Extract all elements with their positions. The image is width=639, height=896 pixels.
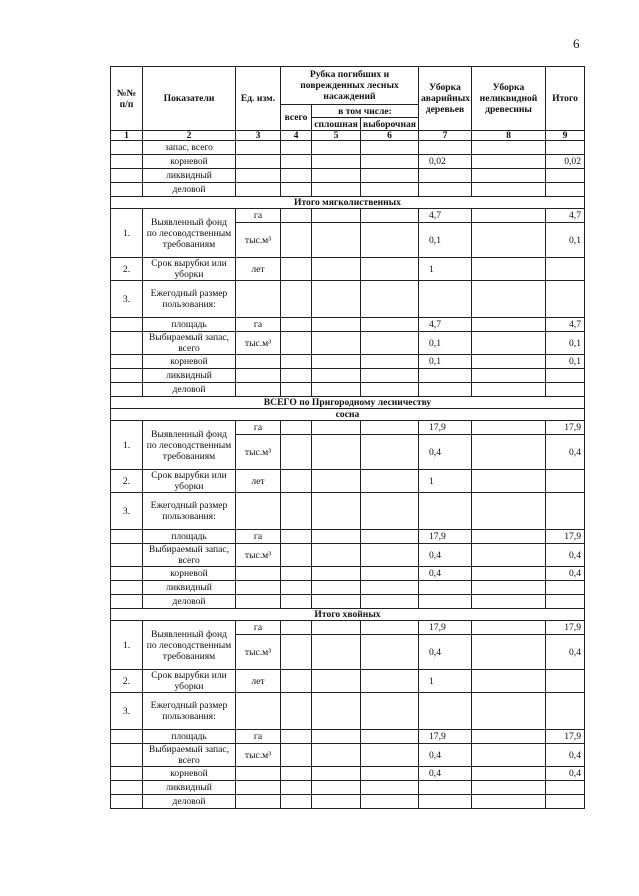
row-number: 1. bbox=[111, 621, 143, 670]
row-number: 1. bbox=[111, 421, 143, 470]
row-number: 3. bbox=[111, 693, 143, 730]
colnum: 3 bbox=[236, 131, 281, 141]
colnum: 8 bbox=[472, 131, 546, 141]
colnum: 7 bbox=[419, 131, 472, 141]
header-indicators: Показатели bbox=[143, 67, 236, 131]
section-title: Итого мягколиственных bbox=[111, 197, 585, 209]
header-num: №№ п/п bbox=[111, 67, 143, 131]
cell-value: 17,9 bbox=[546, 530, 585, 544]
colnum: 9 bbox=[546, 131, 585, 141]
row-label: деловой bbox=[143, 383, 236, 397]
cell-value: 0,4 bbox=[546, 767, 585, 781]
section-subtitle: сосна bbox=[111, 409, 585, 421]
cell-value: 1 bbox=[419, 258, 472, 281]
row-label: Выявленный фонд по лесоводственным требованиям bbox=[143, 621, 236, 670]
unit: тыс.м³ bbox=[236, 223, 281, 258]
cell-value: 0,4 bbox=[546, 635, 585, 670]
cell-value: 0,1 bbox=[419, 332, 472, 355]
cell-value: 17,9 bbox=[419, 621, 472, 635]
unit: тыс.м³ bbox=[236, 435, 281, 470]
row-label: деловой bbox=[143, 183, 236, 197]
header-total-sub: всего bbox=[281, 105, 312, 131]
cell-value: 4,7 bbox=[546, 209, 585, 223]
cell-value: 0,1 bbox=[546, 332, 585, 355]
forest-felling-table bbox=[110, 66, 585, 809]
cell-value: 0,4 bbox=[419, 635, 472, 670]
cell-value: 17,9 bbox=[419, 730, 472, 744]
cell-value: 0,4 bbox=[546, 544, 585, 567]
cell-value: 0,1 bbox=[419, 355, 472, 369]
unit: тыс.м³ bbox=[236, 332, 281, 355]
cell-value: 0,1 bbox=[546, 355, 585, 369]
header-illiquid: Уборка неликвидной древесины bbox=[472, 67, 546, 131]
cell-value: 17,9 bbox=[419, 530, 472, 544]
cell-value: 0,1 bbox=[419, 223, 472, 258]
page-number: 6 bbox=[573, 36, 580, 51]
section-title: ВСЕГО по Пригородному лесничеству bbox=[111, 397, 585, 409]
colnum: 6 bbox=[361, 131, 419, 141]
colnum: 2 bbox=[143, 131, 236, 141]
cell-value: 1 bbox=[419, 670, 472, 693]
row-label: площадь bbox=[143, 530, 236, 544]
header-felling: Рубка погибших и поврежденных лесных насаждений bbox=[281, 67, 419, 105]
row-label: Срок вырубки или уборки bbox=[143, 670, 236, 693]
cell-value: 17,9 bbox=[546, 730, 585, 744]
header-emergency: Уборка аварийных деревьев bbox=[419, 67, 472, 131]
unit: лет bbox=[236, 470, 281, 493]
cell-value: 0,4 bbox=[419, 544, 472, 567]
row-number: 3. bbox=[111, 281, 143, 318]
cell-value: 0,4 bbox=[546, 435, 585, 470]
header-unit: Ед. изм. bbox=[236, 67, 281, 131]
unit: тыс.м³ bbox=[236, 635, 281, 670]
cell-value: 4,7 bbox=[546, 318, 585, 332]
row-label: Ежегодный размер пользования: bbox=[143, 281, 236, 318]
row-label: деловой bbox=[143, 795, 236, 809]
cell-value: 0,02 bbox=[419, 155, 472, 169]
unit: тыс.м³ bbox=[236, 744, 281, 767]
row-label: корневой bbox=[143, 155, 236, 169]
cell-value: 4,7 bbox=[419, 318, 472, 332]
cell-value: 0,4 bbox=[419, 744, 472, 767]
row-label: Выявленный фонд по лесоводственным требованиям bbox=[143, 209, 236, 258]
colnum: 1 bbox=[111, 131, 143, 141]
colnum: 5 bbox=[312, 131, 361, 141]
unit: га bbox=[236, 621, 281, 635]
row-number: 2. bbox=[111, 258, 143, 281]
row-label: Выявленный фонд по лесоводственным требованиям bbox=[143, 421, 236, 470]
row-label: площадь bbox=[143, 730, 236, 744]
row-label: запас, всего bbox=[143, 141, 236, 155]
cell-value: 0,1 bbox=[546, 223, 585, 258]
row-label: корневой bbox=[143, 767, 236, 781]
unit: га bbox=[236, 530, 281, 544]
section-title: Итого хвойных bbox=[111, 609, 585, 621]
unit: тыс.м³ bbox=[236, 544, 281, 567]
cell-value: 0,4 bbox=[419, 767, 472, 781]
row-number: 2. bbox=[111, 670, 143, 693]
unit: га bbox=[236, 730, 281, 744]
cell-value: 0,4 bbox=[546, 567, 585, 581]
cell-value: 17,9 bbox=[419, 421, 472, 435]
colnum: 4 bbox=[281, 131, 312, 141]
cell-value: 0,4 bbox=[419, 435, 472, 470]
cell-value: 0,4 bbox=[419, 567, 472, 581]
row-label: Выбираемый запас, всего bbox=[143, 332, 236, 355]
unit: лет bbox=[236, 670, 281, 693]
cell-value: 1 bbox=[419, 470, 472, 493]
row-number: 3. bbox=[111, 493, 143, 530]
header-total: Итого bbox=[546, 67, 585, 131]
row-label: Ежегодный размер пользования: bbox=[143, 693, 236, 730]
row-label: деловой bbox=[143, 595, 236, 609]
row-label: площадь bbox=[143, 318, 236, 332]
cell-value: 0,4 bbox=[546, 744, 585, 767]
unit: га bbox=[236, 421, 281, 435]
row-label: Выбираемый запас, всего bbox=[143, 744, 236, 767]
row-label: ликвидный bbox=[143, 369, 236, 383]
cell-value: 4,7 bbox=[419, 209, 472, 223]
row-label: ликвидный bbox=[143, 781, 236, 795]
row-label: корневой bbox=[143, 355, 236, 369]
row-number: 1. bbox=[111, 209, 143, 258]
header-including: в том числе: bbox=[312, 105, 419, 118]
header-clear: сплошная bbox=[312, 118, 361, 131]
row-label: Ежегодный размер пользования: bbox=[143, 493, 236, 530]
row-label: корневой bbox=[143, 567, 236, 581]
row-label: Выбираемый запас, всего bbox=[143, 544, 236, 567]
cell-value: 0,02 bbox=[546, 155, 585, 169]
unit: га bbox=[236, 209, 281, 223]
header-selective: выборочная bbox=[361, 118, 419, 131]
cell-value: 17,9 bbox=[546, 421, 585, 435]
cell-value: 17,9 bbox=[546, 621, 585, 635]
unit: га bbox=[236, 318, 281, 332]
row-label: ликвидный bbox=[143, 169, 236, 183]
row-number: 2. bbox=[111, 470, 143, 493]
row-label: Срок вырубки или уборки bbox=[143, 470, 236, 493]
unit: лет bbox=[236, 258, 281, 281]
row-label: ликвидный bbox=[143, 581, 236, 595]
row-label: Срок вырубки или уборки bbox=[143, 258, 236, 281]
